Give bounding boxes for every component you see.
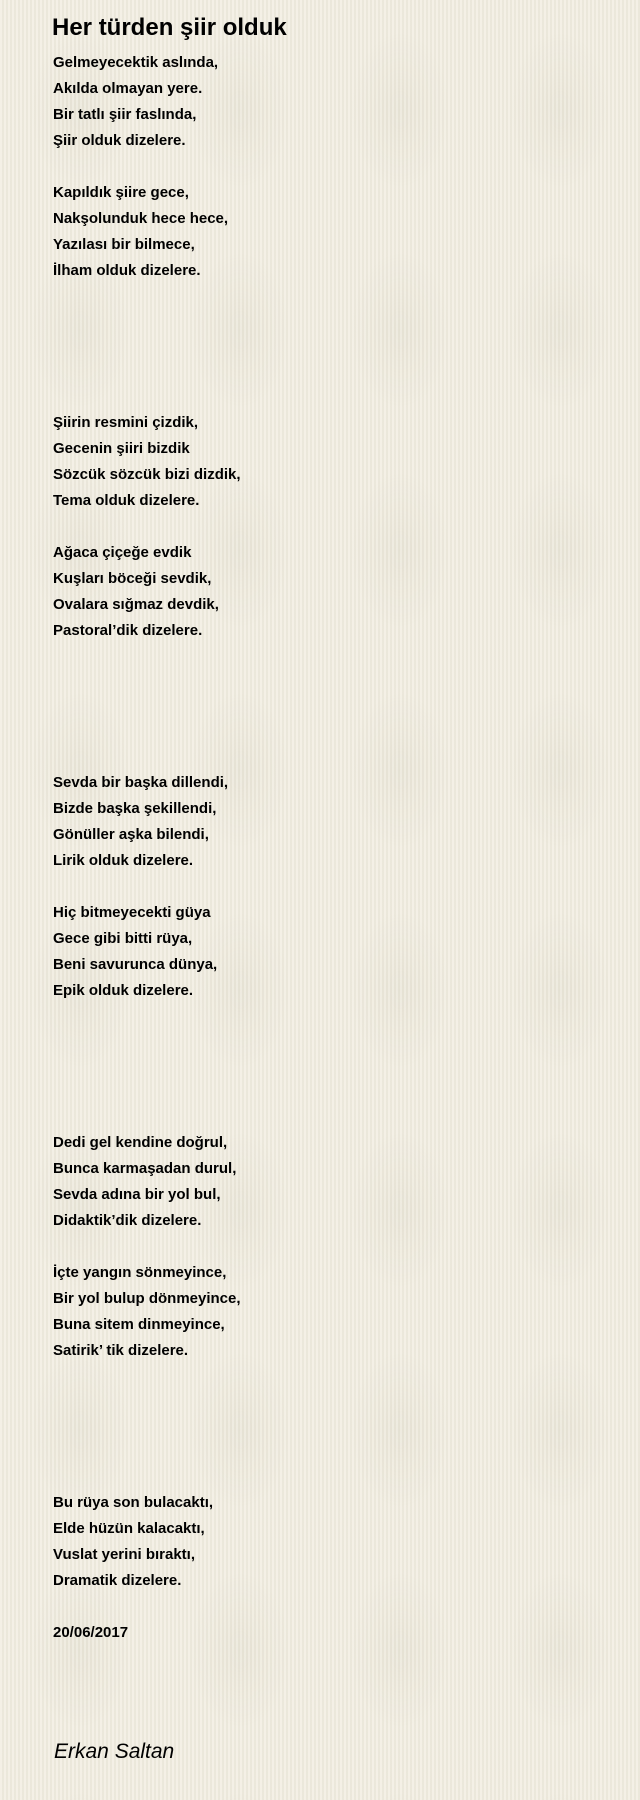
poem-line: Hiç bitmeyecekti güya — [53, 904, 211, 921]
poem-line: Gecenin şiiri bizdik — [53, 440, 190, 457]
poem-line: Kuşları böceği sevdik, — [53, 570, 212, 587]
poem-line: Satirik’ tik dizelere. — [53, 1342, 189, 1359]
poem-line: Lirik olduk dizelere. — [53, 852, 194, 869]
poem-line: Bunca karmaşadan durul, — [53, 1160, 237, 1177]
poem-line: Gelmeyecektik aslında, — [53, 54, 219, 71]
poem-line: Gece gibi bitti rüya, — [53, 930, 193, 947]
poem-line: Kapıldık şiire gece, — [53, 184, 189, 201]
stanza-6 — [53, 900, 217, 1004]
poem-date: 20/06/2017 — [53, 1624, 129, 1641]
poem-line: Bu rüya son bulacaktı, — [53, 1494, 214, 1511]
poem-line: Dramatik dizelere. — [53, 1572, 182, 1589]
poem-line: Pastoral’dik dizelere. — [53, 622, 203, 639]
stanza-4 — [53, 540, 219, 644]
poem-line: Ağaca çiçeğe evdik — [53, 544, 192, 561]
poem-line: Ovalara sığmaz devdik, — [53, 596, 219, 613]
poem-line: İçte yangın sönmeyince, — [53, 1264, 227, 1281]
poem-line: Bir yol bulup dönmeyince, — [53, 1290, 241, 1307]
poem-title: Her türden şiir olduk — [52, 14, 287, 41]
poem-line: Sevda adına bir yol bul, — [53, 1186, 221, 1203]
poem-line: Beni savurunca dünya, — [53, 956, 218, 973]
poem-author: Erkan Saltan — [54, 1740, 175, 1763]
stanza-2 — [53, 180, 228, 284]
poem-line: Vuslat yerini bıraktı, — [53, 1546, 195, 1563]
poem-line: Sözcük sözcük bizi dizdik, — [53, 466, 241, 483]
poem-line: Gönüller aşka bilendi, — [53, 826, 209, 843]
poem-line: İlham olduk dizelere. — [53, 262, 201, 279]
poem-line: Nakşolunduk hece hece, — [53, 210, 229, 227]
poem-line: Sevda bir başka dillendi, — [53, 774, 229, 791]
stanza-9 — [53, 1490, 213, 1594]
stanza-1 — [53, 50, 218, 154]
poem-line: Tema olduk dizelere. — [53, 492, 200, 509]
poem-line: Didaktik’dik dizelere. — [53, 1212, 202, 1229]
stanza-5 — [53, 770, 228, 874]
poem-line: Bir tatlı şiir faslında, — [53, 106, 197, 123]
stanza-3 — [53, 410, 241, 514]
poem-line: Elde hüzün kalacaktı, — [53, 1520, 205, 1537]
poem-line: Şiir olduk dizelere. — [53, 132, 186, 149]
poem-line: Dedi gel kendine doğrul, — [53, 1134, 228, 1151]
stanza-8 — [53, 1260, 241, 1364]
poem-line: Bizde başka şekillendi, — [53, 800, 217, 817]
poem-line: Epik olduk dizelere. — [53, 982, 194, 999]
poem-line: Şiirin resmini çizdik, — [53, 414, 199, 431]
poem-line: Yazılası bir bilmece, — [53, 236, 195, 253]
poem-line: Buna sitem dinmeyince, — [53, 1316, 225, 1333]
stanza-7 — [53, 1130, 236, 1234]
poem-line: Akılda olmayan yere. — [53, 80, 203, 97]
